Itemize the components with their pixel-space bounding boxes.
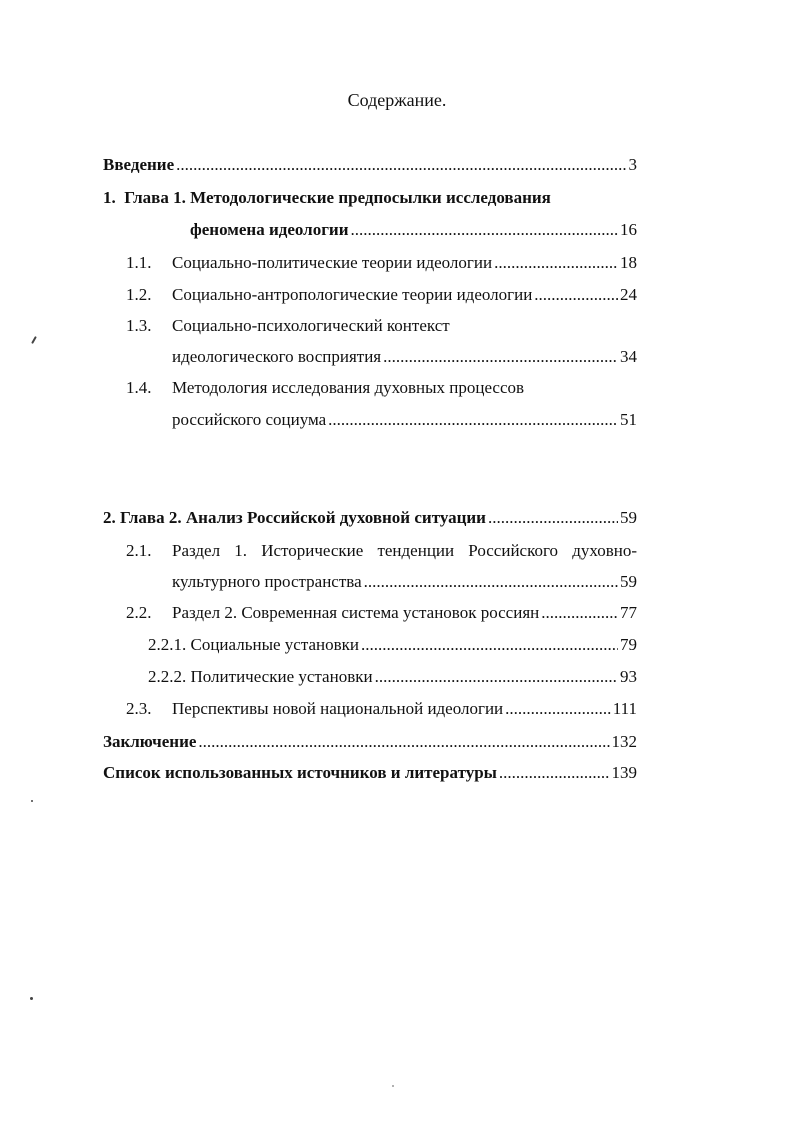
toc-chapter-1-line1[interactable] (103, 187, 551, 209)
scan-speck (31, 800, 33, 802)
toc-chapter-number: 1. (103, 188, 116, 207)
toc-leader-dots (328, 409, 618, 431)
toc-label: Введение (103, 155, 175, 174)
toc-page-number: 3 (628, 155, 637, 174)
toc-page-number: 77 (620, 603, 637, 622)
toc-label: 2.2.2. Политические установки (148, 667, 373, 686)
toc-page-number: 93 (620, 667, 637, 686)
toc-page-number: 79 (620, 635, 637, 654)
toc-subsection-2-2-1[interactable] (148, 634, 637, 656)
toc-label: Перспективы новой национальной идеологии (172, 699, 504, 718)
toc-label: Социально-политические теории идеологии (172, 253, 493, 272)
toc-word: духовно- (572, 541, 637, 560)
toc-chapter-1-line2[interactable] (190, 219, 637, 241)
toc-section-1-4-line2[interactable] (172, 409, 637, 431)
toc-leader-dots (383, 346, 618, 368)
scan-speck (392, 1085, 394, 1087)
toc-label: Заключение (103, 732, 197, 751)
toc-chapter-title: Глава 1. Методологические предпосылки исследования (124, 188, 551, 207)
toc-section-number: 1.1. (126, 253, 152, 272)
toc-section-2-1-line2[interactable] (172, 571, 637, 593)
toc-word: 1. (234, 541, 248, 560)
toc-label: Социально-антропологические теории идеологии (172, 285, 533, 304)
toc-leader-dots (499, 762, 610, 784)
toc-page-number: 51 (620, 410, 637, 429)
toc-section-2-1-line1[interactable] (172, 540, 637, 562)
scan-speck (31, 336, 37, 344)
toc-leader-dots (176, 154, 626, 176)
toc-leader-dots (488, 507, 618, 529)
toc-word: тенденции (377, 541, 455, 560)
toc-chapter-title: Глава 2. Анализ Российской духовной ситуации (120, 508, 486, 527)
toc-section-number: 2.1. (126, 541, 152, 560)
toc-leader-dots (364, 571, 618, 593)
toc-leader-dots (198, 731, 609, 753)
toc-chapter-2[interactable] (103, 507, 637, 529)
toc-word: Исторические (261, 541, 364, 560)
toc-page-number: 16 (620, 220, 637, 239)
toc-section-1-3-line1[interactable]: Социально-психологический контекст (172, 316, 450, 335)
toc-section-1-2[interactable] (172, 284, 637, 306)
toc-section-2-3[interactable] (172, 698, 637, 720)
toc-leader-dots (375, 666, 618, 688)
toc-page-number: 59 (620, 572, 637, 591)
toc-leader-dots (541, 602, 618, 624)
page-title: Содержание. (347, 90, 447, 110)
toc-label: Список использованных источников и литературы (103, 763, 497, 782)
toc-section-1-1[interactable] (172, 252, 637, 274)
toc-page-number: 18 (620, 253, 637, 272)
toc-page-number: 111 (612, 699, 637, 718)
toc-word: Раздел (172, 541, 221, 560)
toc-label: Раздел 2. Современная система установок россиян (172, 603, 540, 622)
toc-leader-dots (534, 284, 618, 306)
toc-page-number: 24 (620, 285, 637, 304)
toc-page-number: 139 (611, 763, 637, 782)
toc-section-number: 1.3. (126, 316, 152, 335)
toc-section-1-4-line1[interactable]: Методология исследования духовных процессов (172, 378, 525, 397)
toc-label: феномена идеологии (190, 220, 349, 239)
toc-leader-dots (494, 252, 618, 274)
toc-label: идеологического восприятия (172, 347, 382, 366)
toc-word: Российского (468, 541, 559, 560)
toc-entry-intro[interactable] (103, 154, 637, 176)
toc-chapter-number: 2. (103, 508, 116, 527)
toc-leader-dots (505, 698, 611, 720)
toc-section-number: 2.2. (126, 603, 152, 622)
toc-section-number: 1.2. (126, 285, 152, 304)
toc-leader-dots (361, 634, 618, 656)
toc-page-number: 34 (620, 347, 637, 366)
toc-label: 2.2.1. Социальные установки (148, 635, 359, 654)
toc-section-number: 2.3. (126, 699, 152, 718)
toc-entry-references[interactable] (103, 762, 637, 784)
toc-subsection-2-2-2[interactable] (148, 666, 637, 688)
toc-section-1-3-line2[interactable] (172, 346, 637, 368)
toc-page-number: 132 (611, 732, 637, 751)
toc-leader-dots (351, 219, 618, 241)
toc-section-number: 1.4. (126, 378, 152, 397)
toc-entry-conclusion[interactable] (103, 731, 637, 753)
toc-label: культурного пространства (172, 572, 362, 591)
toc-label: российского социума (172, 410, 327, 429)
toc-section-2-2[interactable] (172, 602, 637, 624)
toc-page-number: 59 (620, 508, 637, 527)
scan-speck (30, 997, 33, 1000)
